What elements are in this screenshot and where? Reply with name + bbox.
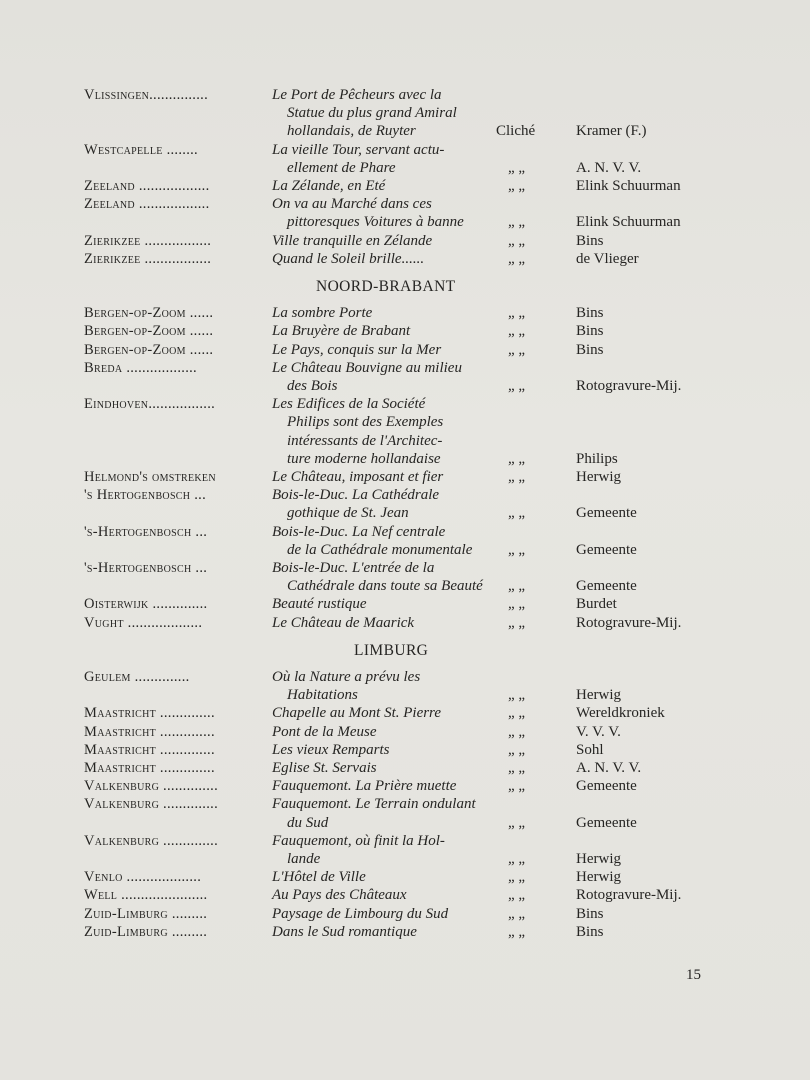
photo-source: Rotogravure-Mij.	[576, 378, 682, 394]
credit-row	[0, 759, 810, 777]
credit-marker: „ „	[508, 305, 526, 322]
credit-row	[0, 195, 810, 213]
photo-caption: Quand le Soleil brille......	[272, 250, 425, 267]
photo-caption: hollandais, de Ruyter	[287, 123, 416, 140]
credit-row	[0, 395, 810, 413]
photo-caption: Au Pays des Châteaux	[272, 887, 407, 904]
photo-caption: Le Château Bouvigne au milieu	[272, 359, 462, 376]
photo-source: Elink Schuurman	[576, 214, 681, 231]
credit-marker: „ „	[508, 232, 526, 249]
credit-marker: „ „	[508, 578, 526, 595]
place-name: 's-Hertogenbosch ...	[84, 523, 208, 540]
place-name: Zuid-Limburg .........	[84, 905, 208, 922]
photo-caption: Bois-le-Duc. L'entrée de la	[272, 560, 435, 576]
credit-marker: „ „	[508, 596, 526, 613]
place-name: Valkenburg ..............	[84, 832, 219, 849]
photo-caption: Fauquemont. Le Terrain ondulant	[272, 796, 476, 813]
credit-marker: „ „	[508, 378, 526, 394]
credit-row	[0, 559, 810, 577]
credit-row	[0, 723, 810, 741]
credit-row	[0, 322, 810, 340]
photo-source: Philips	[576, 450, 618, 467]
credit-row-continuation	[0, 104, 810, 122]
credit-row-continuation	[0, 504, 810, 522]
place-name: Maastricht ..............	[84, 760, 215, 776]
credit-row	[0, 486, 810, 504]
photo-caption: Bois-le-Duc. La Cathédrale	[272, 487, 440, 504]
section-heading: NOORD-BRABANT	[316, 278, 456, 295]
place-name: Zeeland ..................	[84, 196, 210, 213]
photo-caption: La sombre Porte	[272, 305, 373, 322]
photo-caption: La Bruyère de Brabant	[272, 323, 411, 340]
place-name: Maastricht ..............	[84, 723, 215, 740]
photo-caption: Le Pays, conquis sur la Mer	[272, 341, 442, 358]
credit-row	[0, 141, 810, 159]
photo-caption: Où la Nature a prévu les	[272, 669, 421, 685]
photo-caption: Cathédrale dans toute sa Beauté	[287, 578, 483, 595]
credit-row-continuation	[0, 850, 810, 868]
credit-marker: „ „	[508, 341, 526, 358]
credit-marker: „ „	[508, 178, 526, 194]
photo-source: Herwig	[576, 851, 621, 867]
place-name: Maastricht ..............	[84, 705, 215, 722]
credit-row-continuation	[0, 686, 810, 704]
photo-source: Sohl	[576, 741, 604, 758]
page-number: 15	[686, 967, 701, 983]
credit-marker: „ „	[508, 614, 526, 631]
credit-row	[0, 741, 810, 759]
credit-row	[0, 86, 810, 104]
photo-source: Bins	[576, 232, 604, 249]
credit-row-continuation	[0, 814, 810, 832]
credit-marker: „ „	[508, 469, 526, 485]
place-name: Westcapelle ........	[84, 141, 198, 158]
photo-caption: Dans le Sud romantique	[272, 923, 417, 940]
photo-source: Gemeente	[576, 578, 637, 595]
photo-source: Bins	[576, 323, 604, 340]
credit-marker: „ „	[508, 814, 526, 831]
credit-marker: „ „	[508, 250, 526, 267]
place-name: Oisterwijk ..............	[84, 596, 208, 613]
credit-row-continuation	[0, 159, 810, 177]
credit-marker: „ „	[508, 887, 526, 904]
credit-marker: „ „	[508, 214, 526, 231]
photo-caption: Habitations	[287, 687, 358, 704]
place-name: Bergen-op-Zoom ......	[84, 323, 214, 340]
photo-caption: du Sud	[287, 814, 329, 831]
photo-caption: Paysage de Limbourg du Sud	[272, 905, 449, 922]
photo-source: Burdet	[576, 596, 617, 613]
photo-caption: des Bois	[287, 378, 338, 394]
photo-caption: L'Hôtel de Ville	[272, 869, 366, 886]
credit-row	[0, 250, 810, 268]
credit-row	[0, 868, 810, 886]
photo-caption: Bois-le-Duc. La Nef centrale	[272, 523, 446, 540]
photo-source: Wereldkroniek	[576, 705, 665, 722]
photo-source: Bins	[576, 305, 604, 322]
place-name: 's-Hertogenbosch ...	[84, 560, 208, 576]
photo-source: Elink Schuurman	[576, 178, 681, 194]
section-heading: LIMBURG	[354, 641, 429, 659]
credit-marker: „ „	[508, 159, 526, 176]
photo-caption: ellement de Phare	[287, 159, 396, 176]
photo-caption: Le Château, imposant et fier	[272, 469, 444, 485]
photo-caption: Fauquemont, où finit la Hol-	[272, 832, 445, 849]
credit-row	[0, 795, 810, 813]
place-name: Eindhoven.................	[84, 396, 216, 413]
photo-caption: pittoresques Voitures à banne	[287, 214, 464, 231]
photo-caption: Beauté rustique	[272, 596, 367, 613]
photo-source: Rotogravure-Mij.	[576, 887, 682, 904]
photo-source: Gemeente	[576, 505, 637, 522]
photo-caption: Fauquemont. La Prière muette	[272, 778, 457, 795]
photo-caption: Eglise St. Servais	[272, 760, 377, 776]
credit-marker: „ „	[508, 323, 526, 340]
photo-source: Herwig	[576, 687, 621, 704]
credit-marker: „ „	[508, 450, 526, 467]
credit-row	[0, 468, 810, 486]
credit-marker: „ „	[508, 723, 526, 740]
credit-row	[0, 704, 810, 722]
photo-caption: La Zélande, en Eté	[272, 178, 386, 194]
photo-source: Gemeente	[576, 541, 637, 558]
photo-caption: ture moderne hollandaise	[287, 450, 441, 467]
place-name: Helmond's omstreken	[84, 469, 216, 485]
photo-source: Gemeente	[576, 778, 637, 795]
photo-source: Herwig	[576, 869, 621, 886]
photo-source: Bins	[576, 341, 604, 358]
place-name: Well ......................	[84, 887, 208, 904]
photo-caption: Les vieux Remparts	[272, 741, 390, 758]
photo-source: V. V. V.	[576, 723, 621, 740]
place-name: Bergen-op-Zoom ......	[84, 341, 214, 358]
credit-marker: „ „	[508, 760, 526, 776]
place-name: Zuid-Limburg .........	[84, 923, 208, 940]
photo-caption: On va au Marché dans ces	[272, 196, 432, 213]
place-name: Maastricht ..............	[84, 741, 215, 758]
credit-row	[0, 668, 810, 686]
credit-marker: „ „	[508, 923, 526, 940]
photo-source: A. N. V. V.	[576, 760, 642, 776]
photo-caption: Chapelle au Mont St. Pierre	[272, 705, 441, 722]
credit-marker: „ „	[508, 905, 526, 922]
credit-row	[0, 905, 810, 923]
credit-row-continuation	[0, 450, 810, 468]
credit-marker: „ „	[508, 741, 526, 758]
credit-row	[0, 923, 810, 941]
place-name: Breda ..................	[84, 359, 197, 376]
place-name: Zierikzee .................	[84, 232, 212, 249]
credit-row-continuation	[0, 541, 810, 559]
credit-marker: „ „	[508, 705, 526, 722]
credit-row-continuation	[0, 413, 810, 431]
photo-caption: Philips sont des Exemples	[287, 414, 444, 431]
place-name: Zeeland ..................	[84, 178, 210, 194]
photo-caption: Les Edifices de la Société	[272, 396, 426, 413]
credit-marker: „ „	[508, 505, 526, 522]
credit-row-continuation	[0, 432, 810, 450]
photo-source: Bins	[576, 923, 604, 940]
credit-row	[0, 777, 810, 795]
credit-row-continuation	[0, 213, 810, 231]
photo-source: Herwig	[576, 469, 621, 485]
credit-marker: „ „	[508, 687, 526, 704]
photo-source: Bins	[576, 905, 604, 922]
credit-marker: „ „	[508, 869, 526, 886]
photo-caption: de la Cathédrale monumentale	[287, 541, 473, 558]
place-name: Bergen-op-Zoom ......	[84, 305, 214, 322]
photo-source: Gemeente	[576, 814, 637, 831]
credit-row	[0, 359, 810, 377]
credit-row-continuation	[0, 377, 810, 395]
photo-caption: La vieille Tour, servant actu-	[272, 141, 445, 158]
credit-row	[0, 886, 810, 904]
place-name: Vlissingen...............	[84, 87, 209, 103]
place-name: Vught ...................	[84, 614, 203, 631]
credit-marker: „ „	[508, 851, 526, 867]
photo-caption: Ville tranquille en Zélande	[272, 232, 433, 249]
credit-marker: „ „	[508, 541, 526, 558]
photo-caption: intéressants de l'Architec-	[287, 432, 443, 449]
photo-caption: Pont de la Meuse	[272, 723, 377, 740]
credit-row	[0, 832, 810, 850]
place-name: 's Hertogenbosch ...	[84, 487, 206, 504]
place-name: Valkenburg ..............	[84, 778, 219, 795]
credit-row-continuation	[0, 122, 810, 140]
place-name: Zierikzee .................	[84, 250, 212, 267]
photo-source: de Vlieger	[576, 250, 639, 267]
credit-marker: Cliché	[496, 123, 536, 140]
photo-caption: Le Port de Pêcheurs avec la	[272, 87, 442, 103]
photo-source: Rotogravure-Mij.	[576, 614, 682, 631]
photo-caption: Statue du plus grand Amiral	[287, 105, 457, 122]
photo-source: A. N. V. V.	[576, 159, 642, 176]
credit-row	[0, 595, 810, 613]
credit-row	[0, 177, 810, 195]
credit-row-continuation	[0, 577, 810, 595]
credit-row	[0, 341, 810, 359]
photo-caption: lande	[287, 851, 321, 867]
credit-row	[0, 232, 810, 250]
photo-caption: Le Château de Maarick	[272, 614, 415, 631]
place-name: Geulem ..............	[84, 669, 190, 685]
place-name: Valkenburg ..............	[84, 796, 219, 813]
place-name: Venlo ...................	[84, 869, 202, 886]
credit-row	[0, 304, 810, 322]
photo-source: Kramer (F.)	[576, 123, 647, 140]
credit-row	[0, 614, 810, 632]
credit-marker: „ „	[508, 778, 526, 795]
photo-caption: gothique de St. Jean	[287, 505, 409, 522]
credit-row	[0, 523, 810, 541]
